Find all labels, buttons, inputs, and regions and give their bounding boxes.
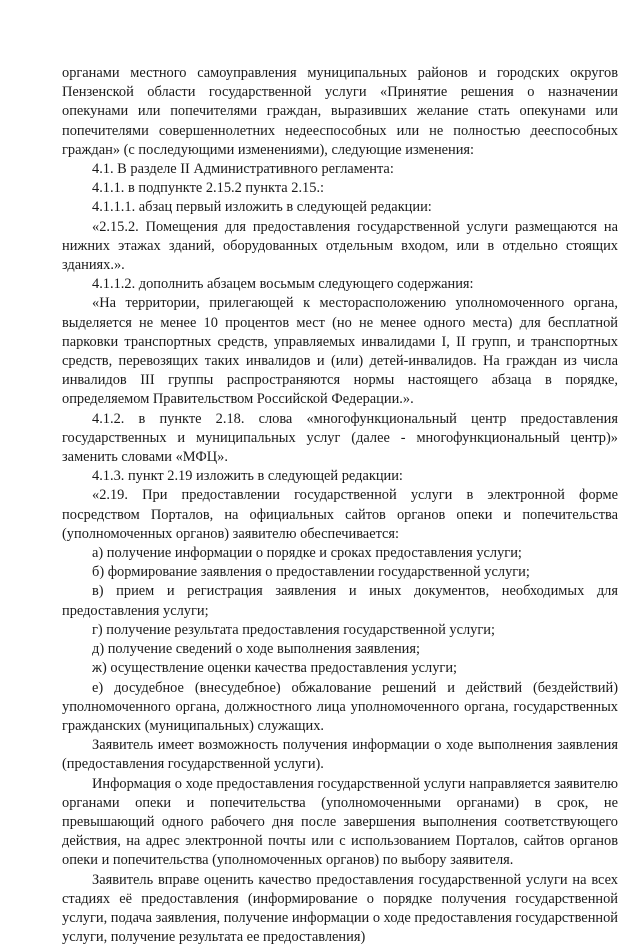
paragraph: органами местного самоуправления муниципальных районов и городских округов Пензенской области государственной услуги «Принятие решения о назначении опекунами или попечителями граждан, выразивших желание стать опекунами или попечителями совершеннолетних недееспособных или не полностью дееспособных граждан» (с последующими изменениями), следующие изменения: [62,65,618,158]
paragraph: 4.1.1. в подпункте 2.15.2 пункта 2.15.: [92,180,325,197]
paragraph: 4.1.3. пункт 2.19 изложить в следующей редакции: [92,468,403,485]
paragraph: б) формирование заявления о предоставлении государственной услуги; [92,564,530,581]
paragraph: в) прием и регистрация заявления и иных документов, необходимых для предоставления услуги; [62,583,618,619]
paragraph: 4.1. В разделе II Административного регламента: [92,161,394,178]
paragraph: «На территории, прилегающей к месторасположению уполномоченного органа, выделяется не менее 10 процентов мест (но не менее одного места) для бесплатной парковки транспортных средств, управляемых инвалидами I, II групп, и транспортных средств, перевозящих таких инвалидов и (или) детей-инвалидов. На граждан из числа инвалидов III группы распространяются нормы настоящего абзаца в порядке, определяемом Правительством Российской Федерации.». [62,295,618,408]
paragraph: е) досудебное (внесудебное) обжалование решений и действий (бездействий) уполномоченного органа, должностного лица уполномоченного органа, государственных гражданских (муниципальных) служащих. [62,679,618,734]
paragraph: г) получение результата предоставления государственной услуги; [92,621,495,638]
document-body [62,64,618,947]
paragraph: а) получение информации о порядке и сроках предоставления услуги; [92,545,522,562]
paragraph: ж) осуществление оценки качества предоставления услуги; [92,660,458,677]
paragraph: «2.15.2. Помещения для предоставления государственной услуги размещаются на нижних этажах зданий, оборудованных отдельным входом, или в отдельно стоящих зданиях.». [62,218,618,274]
paragraph: 4.1.1.1. абзац первый изложить в следующей редакции: [92,199,432,216]
paragraph: Информация о ходе предоставления государственной услуги направляется заявителю органами опеки и попечительства (уполномоченными органами) в срок, не превышающий одного рабочего дня после завершения выполнения соответствующего действия, на адрес электронной почты или с использованием Порталов, сайтов органов опеки и попечительства (уполномоченных органов) по выбору заявителя. [62,775,618,869]
paragraph: Заявитель вправе оценить качество предоставления государственной услуги на всех стадиях её предоставления (информирование о порядке получения государственной услуги, подача заявления, получение информации о ходе предоставления государственной услуги, получение результата ее предоставления) [62,871,618,946]
paragraph: Заявитель имеет возможность получения информации о ходе выполнения заявления (предоставления государственной услуги). [62,737,618,773]
paragraph: 4.1.1.2. дополнить абзацем восьмым следующего содержания: [92,276,474,293]
paragraph: «2.19. При предоставлении государственной услуги в электронной форме посредством Порталов, на официальных сайтов органов опеки и попечительства (уполномоченных органов) заявителю обеспечивается: [62,487,618,542]
paragraph: д) получение сведений о ходе выполнения заявления; [92,641,420,658]
paragraph: 4.1.2. в пункте 2.18. слова «многофункциональный центр предоставления государственных и муниципальных услуг (далее - многофункциональный центр)» заменить словами «МФЦ». [62,410,618,466]
